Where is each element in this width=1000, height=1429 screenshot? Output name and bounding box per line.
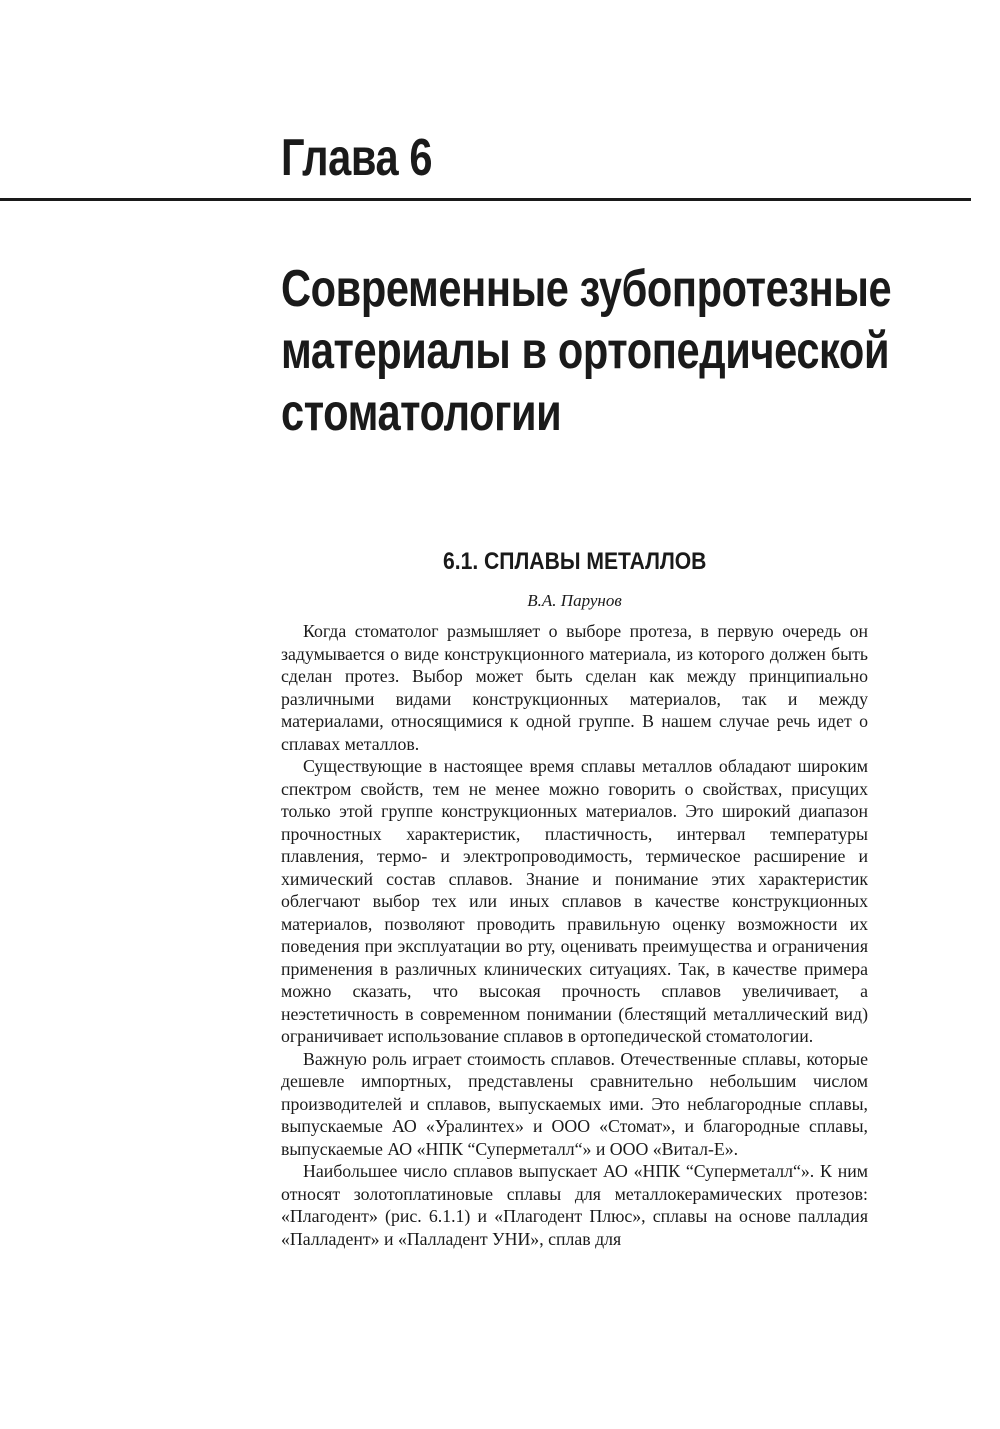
section-heading-text: 6.1. СПЛАВЫ МЕТАЛЛОВ: [442, 548, 707, 575]
chapter-title-line: материалы в ортопедической: [281, 322, 890, 380]
paragraph: Важную роль играет стоимость сплавов. Отечественные сплавы, которые дешевле импортных, представлены сравнительно небольшим числом производителей и сплавов, выпускаемых ими. Это неблагородные сплавы, выпускаемые АО «Уралинтех» и ООО «Стомат», и благородные сплавы, выпускаемые АО «НПК “Суперметалл“» и ООО «Витал-Е».: [281, 1048, 868, 1159]
section-author: В.А. Парунов: [527, 591, 622, 610]
paragraph: Наибольшее число сплавов выпускает АО «НПК “Суперметалл“». К ним относят золотоплатиновые сплавы для металлокерамических протезов: «Плагодент» (рис. 6.1.1) и «Плагодент Плюс», сплавы на основе палладия «Палладент» и «Палладент УНИ», сплав для: [281, 1161, 868, 1249]
chapter-title-line: стоматологии: [281, 384, 562, 442]
chapter-label: Глава 6: [281, 129, 433, 187]
paragraph: Когда стоматолог размышляет о выборе протеза, в первую очередь он задумывается о виде конструкционного материала, из которого должен быть сделан протез. Выбор может быть сделан как между принципиально различными видами конструкционных материалов, так и между материалами, относящимися к одной группе. В нашем случае речь идет о сплавах металлов.: [281, 621, 868, 754]
chapter-divider: [0, 198, 971, 201]
section-heading: [281, 545, 868, 579]
paragraph: Существующие в настоящее время сплавы металлов обладают широким спектром свойств, тем не менее можно говорить о свойствах, присущих только этой группе конструкционных материалов. Это широкий диапазон прочностных характеристик, пластичность, интервал температуры плавления, термо- и электропроводимость, термическое расширение и химический состав сплавов. Знание и понимание этих характеристик облегчают выбор тех или иных сплавов в качестве конструкционных материалов, позволяют проводить правильную оценку возможности их поведения при эксплуатации во рту, оценивать преимущества и ограничения применения в различных клинических ситуациях. Так, в качестве примера можно сказать, что высокая прочность сплавов увеличивает, а неэстетичность в современном понимании (блестящий металлический вид) ограничивает использование сплавов в ортопедической стоматологии.: [281, 756, 868, 1046]
body-text: [281, 620, 868, 1250]
chapter-title-line: Современные зубопротезные: [281, 260, 892, 318]
chapter-title: [281, 258, 892, 444]
